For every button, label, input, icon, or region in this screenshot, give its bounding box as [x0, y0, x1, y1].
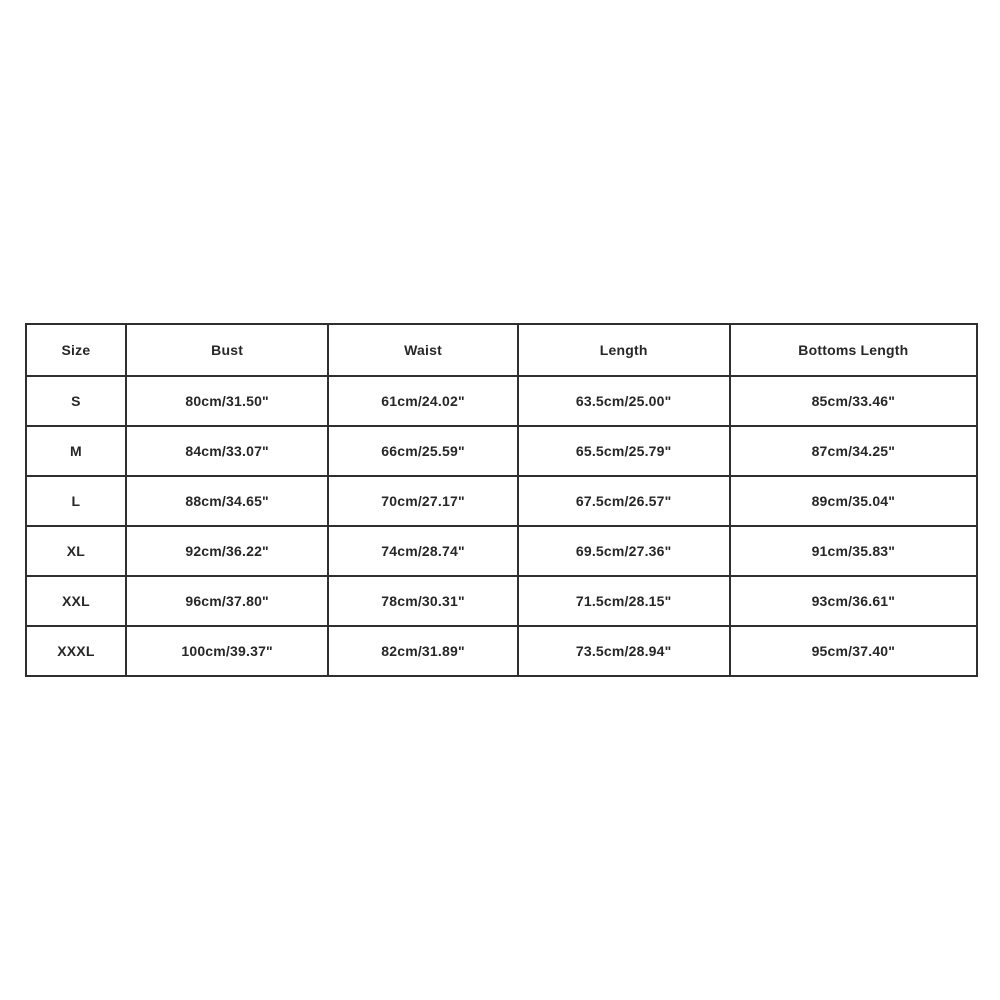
measurement-cell: 61cm/24.02" [328, 376, 517, 426]
measurement-cell: 93cm/36.61" [730, 576, 977, 626]
measurement-cell: 73.5cm/28.94" [518, 626, 730, 676]
measurement-cell: 96cm/37.80" [126, 576, 329, 626]
header-cell: Bottoms Length [730, 324, 977, 376]
measurement-cell: 91cm/35.83" [730, 526, 977, 576]
measurement-cell: 63.5cm/25.00" [518, 376, 730, 426]
measurement-cell: 84cm/33.07" [126, 426, 329, 476]
table-row [26, 426, 977, 476]
table-row [26, 526, 977, 576]
measurement-cell: 65.5cm/25.79" [518, 426, 730, 476]
measurement-cell: 78cm/30.31" [328, 576, 517, 626]
header-cell: Waist [328, 324, 517, 376]
measurement-cell: 100cm/39.37" [126, 626, 329, 676]
measurement-cell: 69.5cm/27.36" [518, 526, 730, 576]
measurement-cell: 87cm/34.25" [730, 426, 977, 476]
measurement-cell: 95cm/37.40" [730, 626, 977, 676]
header-cell: Bust [126, 324, 329, 376]
measurement-cell: 92cm/36.22" [126, 526, 329, 576]
header-row [26, 324, 977, 376]
size-label-cell: XXXL [26, 626, 126, 676]
measurement-cell: 74cm/28.74" [328, 526, 517, 576]
table-row [26, 576, 977, 626]
measurement-cell: 80cm/31.50" [126, 376, 329, 426]
size-chart-header [26, 324, 977, 376]
table-row [26, 376, 977, 426]
measurement-cell: 82cm/31.89" [328, 626, 517, 676]
measurement-cell: 66cm/25.59" [328, 426, 517, 476]
measurement-cell: 71.5cm/28.15" [518, 576, 730, 626]
header-cell: Length [518, 324, 730, 376]
size-label-cell: M [26, 426, 126, 476]
size-chart-body [26, 376, 977, 676]
size-label-cell: S [26, 376, 126, 426]
measurement-cell: 70cm/27.17" [328, 476, 517, 526]
measurement-cell: 67.5cm/26.57" [518, 476, 730, 526]
size-label-cell: L [26, 476, 126, 526]
header-cell: Size [26, 324, 126, 376]
measurement-cell: 88cm/34.65" [126, 476, 329, 526]
table-row [26, 476, 977, 526]
size-label-cell: XL [26, 526, 126, 576]
size-label-cell: XXL [26, 576, 126, 626]
size-chart-table [25, 323, 978, 677]
table-row [26, 626, 977, 676]
measurement-cell: 89cm/35.04" [730, 476, 977, 526]
measurement-cell: 85cm/33.46" [730, 376, 977, 426]
